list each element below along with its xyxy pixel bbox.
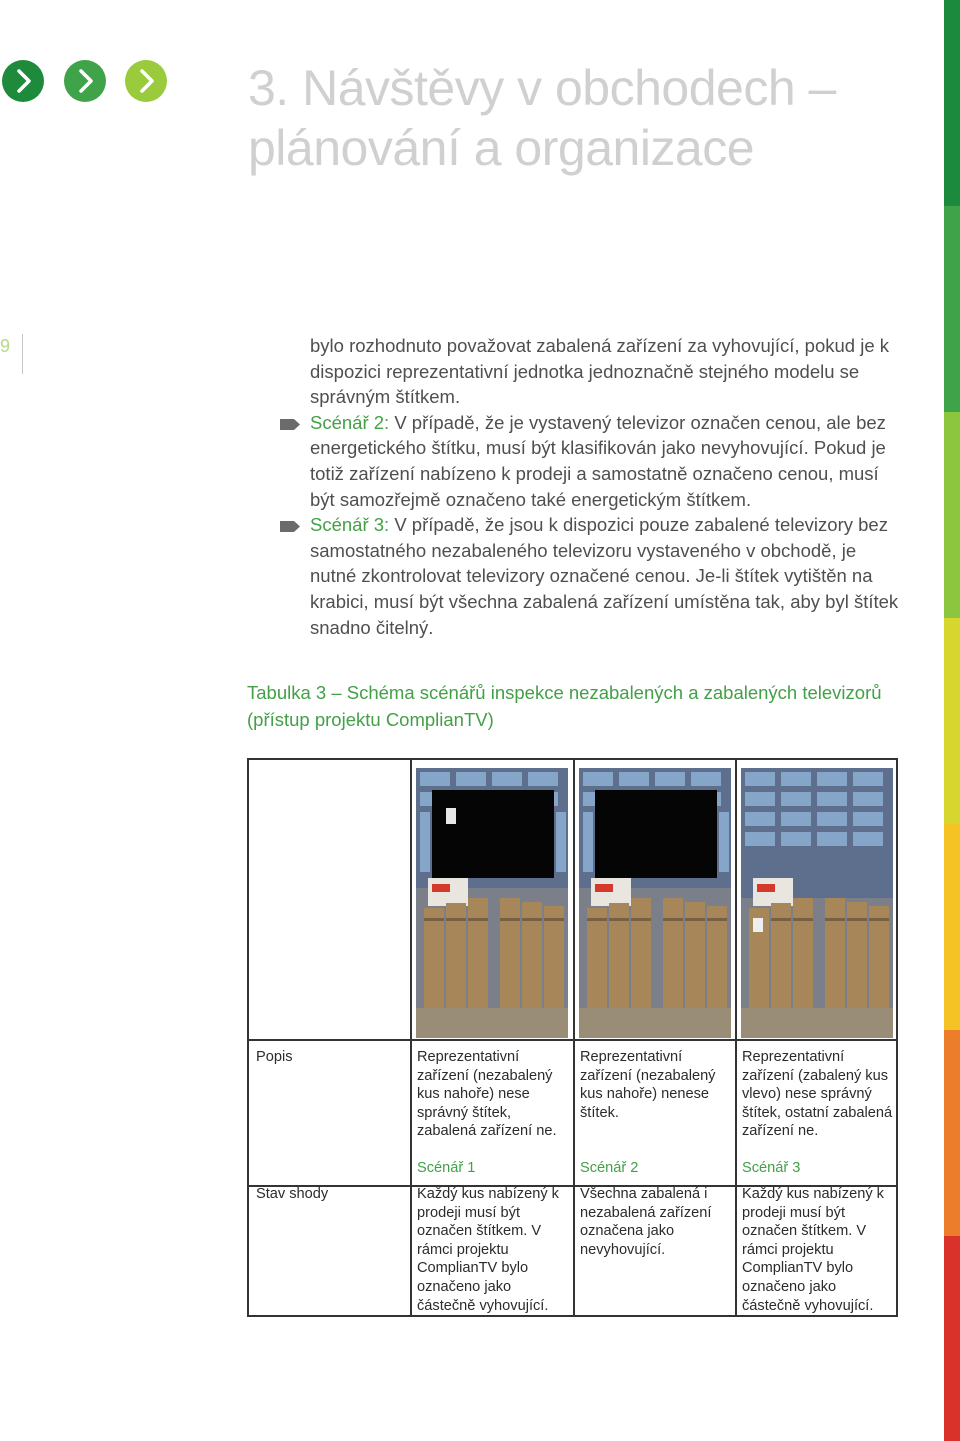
popis-col-2: Reprezentativní zařízení (nezabalený kus nahoře) nenese štítek.: [580, 1049, 716, 1121]
page-number-divider: [22, 334, 23, 374]
color-stripe: [944, 0, 960, 1441]
scenario-table: [247, 758, 898, 1317]
scenario-2-text: V případě, že je vystavený televizor označen cenou, ale bez energetického štítku, musí být klasifikován jako nevyhovující. Pokud je totiž zařízení nabízeno k prodeji a samostatně označeno cenou, musí být samozřejmě označeno také energetickým štítkem.: [310, 411, 886, 510]
bullet-icon: [280, 419, 300, 430]
page-number: 9: [0, 336, 11, 356]
scenario-3-photo: [741, 768, 893, 1038]
stav-col-3: Každý kus nabízený k prodeji musí být označen štítkem. V rámci projektu ComplianTV bylo označeno jako částečně vyhovující.: [742, 1186, 884, 1314]
stav-col-1: Každý kus nabízený k prodeji musí být označen štítkem. V rámci projektu ComplianTV bylo označeno jako částečně vyhovující.: [417, 1186, 559, 1314]
table-caption: Tabulka 3 – Schéma scénářů inspekce nezabalených a zabalených televizorů (přístup projektu ComplianTV): [247, 682, 882, 730]
scenario-3-text: V případě, že jsou k dispozici pouze zabalené televizory bez samostatného nezabaleného televizoru vystaveného v obchodě, je nutné zkontrolovat televizory označené cenou. Je-li štítek vytištěn na krabici, musí být všechna zabalená zařízení umístěna tak, aby byl štítek snadno čitelný.: [310, 514, 899, 638]
page-title: 3. Návštěvy v obchodech – plánování a organizace: [248, 60, 836, 176]
chevron-right-icon: [2, 60, 44, 102]
bullet-icon: [280, 521, 300, 532]
scenario-2-photo: [579, 768, 731, 1038]
scenario-3-paragraph: [310, 512, 900, 640]
popis-col-3: Reprezentativní zařízení (zabalený kus vlevo) nese správný štítek, ostatní zabalená zařízení ne.: [742, 1049, 893, 1140]
stav-col-2: Všechna zabalená i nezabalená zařízení označena jako nevyhovující.: [580, 1186, 712, 1258]
scenario-3-label: Scénář 3:: [310, 514, 390, 536]
popis-col-1: Reprezentativní zařízení (nezabalený kus nahoře) nese správný štítek, zabalená zařízení ne.: [417, 1049, 557, 1140]
scenario-1-photo: [416, 768, 568, 1038]
popis-label: Popis: [256, 1049, 293, 1065]
chevron-right-icon: [125, 60, 167, 102]
scenario-2-label: Scénář 2: [580, 1160, 639, 1176]
intro-paragraph: bylo rozhodnuto považovat zabalená zařízení za vyhovující, pokud je k dispozici reprezentativní jednotka jednoznačně stejného modelu se správným štítkem.: [310, 335, 889, 408]
body-text: [310, 333, 900, 640]
scenario-1-label: Scénář 1: [417, 1160, 476, 1176]
scenario-2-label: Scénář 2:: [310, 411, 390, 433]
scenario-3-label: Scénář 3: [742, 1160, 801, 1176]
stav-label: Stav shody: [256, 1186, 329, 1202]
scenario-2-paragraph: [310, 410, 900, 512]
chevron-right-icon: [64, 60, 106, 102]
